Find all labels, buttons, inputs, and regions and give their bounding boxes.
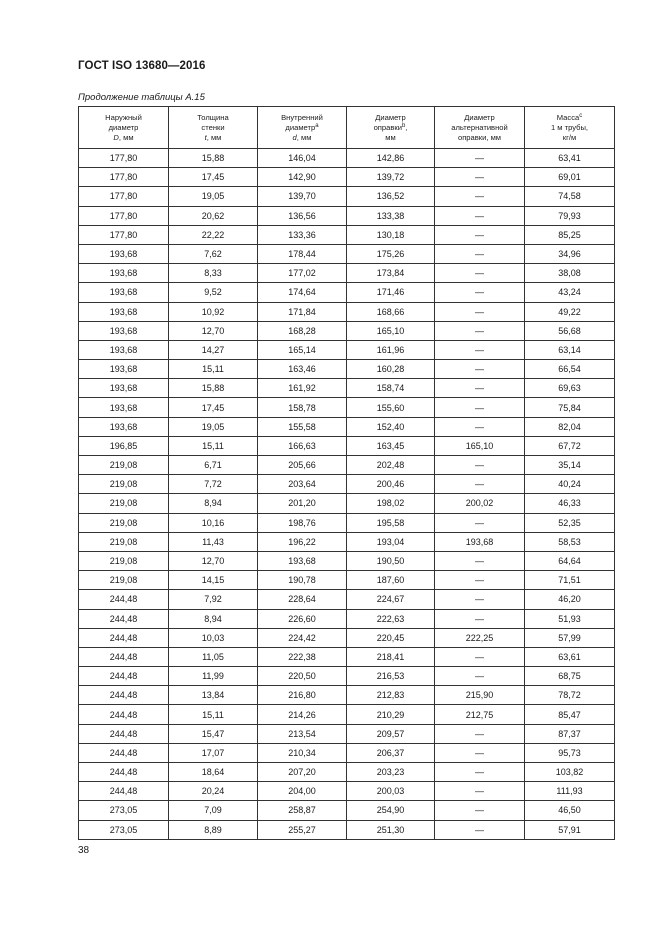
outer-diameter-cell: 244,48	[79, 590, 169, 609]
table-row	[79, 590, 615, 609]
alt-drift-diameter-cell: —	[435, 379, 525, 398]
table-row	[79, 743, 615, 762]
mass-cell: 63,61	[525, 647, 615, 666]
outer-diameter-cell: 193,68	[79, 244, 169, 263]
table-row	[79, 686, 615, 705]
outer-diameter-cell: 244,48	[79, 782, 169, 801]
table-row	[79, 225, 615, 244]
wall-thickness-cell: 6,71	[169, 456, 258, 475]
outer-diameter-cell: 219,08	[79, 494, 169, 513]
alt-drift-diameter-cell: —	[435, 513, 525, 532]
table-row	[79, 801, 615, 820]
drift-diameter-cell: 152,40	[347, 417, 435, 436]
table-row	[79, 168, 615, 187]
mass-cell: 63,41	[525, 149, 615, 168]
mass-cell: 64,64	[525, 551, 615, 570]
wall-thickness-cell: 18,64	[169, 763, 258, 782]
table-header-row	[79, 107, 615, 149]
outer-diameter-cell: 177,80	[79, 168, 169, 187]
inner-diameter-cell: 196,22	[258, 532, 347, 551]
outer-diameter-cell: 193,68	[79, 360, 169, 379]
drift-diameter-cell: 171,46	[347, 283, 435, 302]
table-row	[79, 302, 615, 321]
drift-diameter-cell: 165,10	[347, 321, 435, 340]
mass-cell: 67,72	[525, 436, 615, 455]
mass-cell: 40,24	[525, 475, 615, 494]
wall-thickness-cell: 11,99	[169, 667, 258, 686]
inner-diameter-cell: 136,56	[258, 206, 347, 225]
mass-cell: 46,33	[525, 494, 615, 513]
alt-drift-diameter-cell: —	[435, 609, 525, 628]
drift-diameter-cell: 203,23	[347, 763, 435, 782]
drift-diameter-cell: 202,48	[347, 456, 435, 475]
alt-drift-diameter-cell: —	[435, 302, 525, 321]
drift-diameter-cell: 218,41	[347, 647, 435, 666]
wall-thickness-cell: 17,07	[169, 743, 258, 762]
header-alt-drift-diameter: Диаметр альтернативной оправки, мм	[435, 107, 525, 149]
table-row	[79, 379, 615, 398]
drift-diameter-cell: 195,58	[347, 513, 435, 532]
inner-diameter-cell: 214,26	[258, 705, 347, 724]
wall-thickness-cell: 14,27	[169, 340, 258, 359]
wall-thickness-cell: 15,47	[169, 724, 258, 743]
wall-thickness-cell: 12,70	[169, 321, 258, 340]
outer-diameter-cell: 177,80	[79, 149, 169, 168]
outer-diameter-cell: 244,48	[79, 667, 169, 686]
alt-drift-diameter-cell: —	[435, 264, 525, 283]
mass-cell: 69,01	[525, 168, 615, 187]
alt-drift-diameter-cell: 200,02	[435, 494, 525, 513]
inner-diameter-cell: 213,54	[258, 724, 347, 743]
mass-cell: 43,24	[525, 283, 615, 302]
mass-cell: 79,93	[525, 206, 615, 225]
table-row	[79, 398, 615, 417]
table-row	[79, 647, 615, 666]
mass-cell: 38,08	[525, 264, 615, 283]
wall-thickness-cell: 13,84	[169, 686, 258, 705]
drift-diameter-cell: 175,26	[347, 244, 435, 263]
table-body	[79, 149, 615, 840]
inner-diameter-cell: 204,00	[258, 782, 347, 801]
mass-cell: 35,14	[525, 456, 615, 475]
table-row	[79, 513, 615, 532]
drift-diameter-cell: 206,37	[347, 743, 435, 762]
table-row	[79, 360, 615, 379]
drift-diameter-cell: 173,84	[347, 264, 435, 283]
mass-cell: 46,50	[525, 801, 615, 820]
inner-diameter-cell: 142,90	[258, 168, 347, 187]
outer-diameter-cell: 244,48	[79, 743, 169, 762]
outer-diameter-cell: 193,68	[79, 302, 169, 321]
alt-drift-diameter-cell: 222,25	[435, 628, 525, 647]
alt-drift-diameter-cell: —	[435, 187, 525, 206]
outer-diameter-cell: 244,48	[79, 609, 169, 628]
mass-cell: 82,04	[525, 417, 615, 436]
wall-thickness-cell: 10,03	[169, 628, 258, 647]
mass-cell: 57,99	[525, 628, 615, 647]
drift-diameter-cell: 198,02	[347, 494, 435, 513]
outer-diameter-cell: 177,80	[79, 187, 169, 206]
inner-diameter-cell: 190,78	[258, 571, 347, 590]
mass-cell: 46,20	[525, 590, 615, 609]
outer-diameter-cell: 193,68	[79, 321, 169, 340]
outer-diameter-cell: 193,68	[79, 379, 169, 398]
outer-diameter-cell: 177,80	[79, 225, 169, 244]
table-caption: Продолжение таблицы А.15	[78, 92, 205, 103]
mass-cell: 68,75	[525, 667, 615, 686]
alt-drift-diameter-cell: —	[435, 206, 525, 225]
wall-thickness-cell: 19,05	[169, 187, 258, 206]
drift-diameter-cell: 139,72	[347, 168, 435, 187]
inner-diameter-cell: 216,80	[258, 686, 347, 705]
alt-drift-diameter-cell: —	[435, 225, 525, 244]
inner-diameter-cell: 222,38	[258, 647, 347, 666]
wall-thickness-cell: 7,62	[169, 244, 258, 263]
alt-drift-diameter-cell: 215,90	[435, 686, 525, 705]
inner-diameter-cell: 161,92	[258, 379, 347, 398]
table-row	[79, 436, 615, 455]
mass-cell: 103,82	[525, 763, 615, 782]
outer-diameter-cell: 219,08	[79, 532, 169, 551]
inner-diameter-cell: 177,02	[258, 264, 347, 283]
outer-diameter-cell: 219,08	[79, 513, 169, 532]
drift-diameter-cell: 168,66	[347, 302, 435, 321]
mass-cell: 74,58	[525, 187, 615, 206]
inner-diameter-cell: 171,84	[258, 302, 347, 321]
table-row	[79, 187, 615, 206]
outer-diameter-cell: 193,68	[79, 398, 169, 417]
drift-diameter-cell: 210,29	[347, 705, 435, 724]
mass-cell: 95,73	[525, 743, 615, 762]
alt-drift-diameter-cell: —	[435, 590, 525, 609]
wall-thickness-cell: 20,24	[169, 782, 258, 801]
inner-diameter-cell: 174,64	[258, 283, 347, 302]
wall-thickness-cell: 17,45	[169, 398, 258, 417]
inner-diameter-cell: 207,20	[258, 763, 347, 782]
header-drift-diameter: Диаметр оправки$^b$, мм	[347, 107, 435, 149]
alt-drift-diameter-cell: 193,68	[435, 532, 525, 551]
alt-drift-diameter-cell: —	[435, 743, 525, 762]
wall-thickness-cell: 20,62	[169, 206, 258, 225]
mass-cell: 52,35	[525, 513, 615, 532]
table-row	[79, 321, 615, 340]
wall-thickness-cell: 15,11	[169, 705, 258, 724]
outer-diameter-cell: 177,80	[79, 206, 169, 225]
header-mass: Масса$^c$ 1 м трубы, кг/м	[525, 107, 615, 149]
alt-drift-diameter-cell: —	[435, 475, 525, 494]
wall-thickness-cell: 7,72	[169, 475, 258, 494]
inner-diameter-cell: 168,28	[258, 321, 347, 340]
table-row	[79, 609, 615, 628]
table-row	[79, 475, 615, 494]
drift-diameter-cell: 161,96	[347, 340, 435, 359]
table-row	[79, 244, 615, 263]
inner-diameter-cell: 228,64	[258, 590, 347, 609]
inner-diameter-cell: 210,34	[258, 743, 347, 762]
drift-diameter-cell: 220,45	[347, 628, 435, 647]
wall-thickness-cell: 8,94	[169, 609, 258, 628]
wall-thickness-cell: 8,89	[169, 820, 258, 839]
alt-drift-diameter-cell: —	[435, 782, 525, 801]
alt-drift-diameter-cell: —	[435, 667, 525, 686]
alt-drift-diameter-cell: —	[435, 244, 525, 263]
inner-diameter-cell: 203,64	[258, 475, 347, 494]
outer-diameter-cell: 244,48	[79, 724, 169, 743]
inner-diameter-cell: 226,60	[258, 609, 347, 628]
mass-cell: 78,72	[525, 686, 615, 705]
alt-drift-diameter-cell: —	[435, 149, 525, 168]
drift-diameter-cell: 216,53	[347, 667, 435, 686]
drift-diameter-cell: 222,63	[347, 609, 435, 628]
drift-diameter-cell: 251,30	[347, 820, 435, 839]
table-row	[79, 494, 615, 513]
mass-cell: 66,54	[525, 360, 615, 379]
table-row	[79, 417, 615, 436]
table-row	[79, 283, 615, 302]
drift-diameter-cell: 200,03	[347, 782, 435, 801]
alt-drift-diameter-cell: —	[435, 283, 525, 302]
alt-drift-diameter-cell: —	[435, 724, 525, 743]
page-number: 38	[78, 845, 90, 856]
wall-thickness-cell: 10,16	[169, 513, 258, 532]
alt-drift-diameter-cell: —	[435, 360, 525, 379]
mass-cell: 111,93	[525, 782, 615, 801]
inner-diameter-cell: 198,76	[258, 513, 347, 532]
inner-diameter-cell: 258,87	[258, 801, 347, 820]
drift-diameter-cell: 187,60	[347, 571, 435, 590]
drift-diameter-cell: 224,67	[347, 590, 435, 609]
mass-cell: 71,51	[525, 571, 615, 590]
inner-diameter-cell: 155,58	[258, 417, 347, 436]
outer-diameter-cell: 219,08	[79, 571, 169, 590]
inner-diameter-cell: 133,36	[258, 225, 347, 244]
inner-diameter-cell: 220,50	[258, 667, 347, 686]
alt-drift-diameter-cell: 212,75	[435, 705, 525, 724]
alt-drift-diameter-cell: —	[435, 340, 525, 359]
alt-drift-diameter-cell: —	[435, 551, 525, 570]
mass-cell: 58,53	[525, 532, 615, 551]
outer-diameter-cell: 219,08	[79, 551, 169, 570]
mass-cell: 63,14	[525, 340, 615, 359]
outer-diameter-cell: 244,48	[79, 686, 169, 705]
drift-diameter-cell: 130,18	[347, 225, 435, 244]
table-row	[79, 782, 615, 801]
outer-diameter-cell: 244,48	[79, 647, 169, 666]
alt-drift-diameter-cell: —	[435, 820, 525, 839]
outer-diameter-cell: 219,08	[79, 475, 169, 494]
mass-cell: 69,63	[525, 379, 615, 398]
drift-diameter-cell: 193,04	[347, 532, 435, 551]
table-row	[79, 820, 615, 839]
alt-drift-diameter-cell: —	[435, 456, 525, 475]
table-row	[79, 206, 615, 225]
mass-cell: 85,47	[525, 705, 615, 724]
alt-drift-diameter-cell: 165,10	[435, 436, 525, 455]
table-row	[79, 149, 615, 168]
wall-thickness-cell: 14,15	[169, 571, 258, 590]
alt-drift-diameter-cell: —	[435, 763, 525, 782]
header-outer-diameter: Наружный диаметр D, мм	[79, 107, 169, 149]
drift-diameter-cell: 212,83	[347, 686, 435, 705]
alt-drift-diameter-cell: —	[435, 398, 525, 417]
alt-drift-diameter-cell: —	[435, 571, 525, 590]
table-row	[79, 763, 615, 782]
wall-thickness-cell: 11,43	[169, 532, 258, 551]
outer-diameter-cell: 193,68	[79, 283, 169, 302]
drift-diameter-cell: 200,46	[347, 475, 435, 494]
inner-diameter-cell: 205,66	[258, 456, 347, 475]
wall-thickness-cell: 19,05	[169, 417, 258, 436]
wall-thickness-cell: 12,70	[169, 551, 258, 570]
table-row	[79, 628, 615, 647]
inner-diameter-cell: 165,14	[258, 340, 347, 359]
table-row	[79, 340, 615, 359]
mass-cell: 56,68	[525, 321, 615, 340]
outer-diameter-cell: 196,85	[79, 436, 169, 455]
alt-drift-diameter-cell: —	[435, 417, 525, 436]
drift-diameter-cell: 158,74	[347, 379, 435, 398]
inner-diameter-cell: 146,04	[258, 149, 347, 168]
mass-cell: 34,96	[525, 244, 615, 263]
wall-thickness-cell: 7,09	[169, 801, 258, 820]
inner-diameter-cell: 201,20	[258, 494, 347, 513]
header-inner-diameter: Внутренний диаметр$^a$ d, мм	[258, 107, 347, 149]
table-row	[79, 456, 615, 475]
inner-diameter-cell: 255,27	[258, 820, 347, 839]
alt-drift-diameter-cell: —	[435, 647, 525, 666]
outer-diameter-cell: 193,68	[79, 417, 169, 436]
wall-thickness-cell: 15,88	[169, 149, 258, 168]
mass-cell: 57,91	[525, 820, 615, 839]
mass-cell: 85,25	[525, 225, 615, 244]
wall-thickness-cell: 10,92	[169, 302, 258, 321]
table-row	[79, 551, 615, 570]
table-row	[79, 667, 615, 686]
drift-diameter-cell: 254,90	[347, 801, 435, 820]
wall-thickness-cell: 15,11	[169, 436, 258, 455]
inner-diameter-cell: 193,68	[258, 551, 347, 570]
outer-diameter-cell: 193,68	[79, 264, 169, 283]
table-row	[79, 705, 615, 724]
wall-thickness-cell: 9,52	[169, 283, 258, 302]
header-wall-thickness: Толщина стенки t, мм	[169, 107, 258, 149]
outer-diameter-cell: 273,05	[79, 801, 169, 820]
inner-diameter-cell: 158,78	[258, 398, 347, 417]
mass-cell: 49,22	[525, 302, 615, 321]
pipe-dimensions-table	[78, 106, 615, 840]
inner-diameter-cell: 178,44	[258, 244, 347, 263]
outer-diameter-cell: 244,48	[79, 763, 169, 782]
drift-diameter-cell: 209,57	[347, 724, 435, 743]
outer-diameter-cell: 219,08	[79, 456, 169, 475]
wall-thickness-cell: 11,05	[169, 647, 258, 666]
inner-diameter-cell: 163,46	[258, 360, 347, 379]
alt-drift-diameter-cell: —	[435, 801, 525, 820]
wall-thickness-cell: 8,33	[169, 264, 258, 283]
inner-diameter-cell: 139,70	[258, 187, 347, 206]
inner-diameter-cell: 166,63	[258, 436, 347, 455]
wall-thickness-cell: 15,88	[169, 379, 258, 398]
wall-thickness-cell: 7,92	[169, 590, 258, 609]
wall-thickness-cell: 22,22	[169, 225, 258, 244]
mass-cell: 51,93	[525, 609, 615, 628]
outer-diameter-cell: 244,48	[79, 628, 169, 647]
table-row	[79, 264, 615, 283]
table-row	[79, 724, 615, 743]
drift-diameter-cell: 155,60	[347, 398, 435, 417]
drift-diameter-cell: 160,28	[347, 360, 435, 379]
wall-thickness-cell: 8,94	[169, 494, 258, 513]
alt-drift-diameter-cell: —	[435, 321, 525, 340]
table-row	[79, 532, 615, 551]
drift-diameter-cell: 142,86	[347, 149, 435, 168]
wall-thickness-cell: 17,45	[169, 168, 258, 187]
mass-cell: 75,84	[525, 398, 615, 417]
outer-diameter-cell: 273,05	[79, 820, 169, 839]
mass-cell: 87,37	[525, 724, 615, 743]
wall-thickness-cell: 15,11	[169, 360, 258, 379]
drift-diameter-cell: 190,50	[347, 551, 435, 570]
drift-diameter-cell: 163,45	[347, 436, 435, 455]
outer-diameter-cell: 193,68	[79, 340, 169, 359]
document-title: ГОСТ ISO 13680—2016	[78, 60, 206, 72]
outer-diameter-cell: 244,48	[79, 705, 169, 724]
inner-diameter-cell: 224,42	[258, 628, 347, 647]
drift-diameter-cell: 136,52	[347, 187, 435, 206]
alt-drift-diameter-cell: —	[435, 168, 525, 187]
table-row	[79, 571, 615, 590]
drift-diameter-cell: 133,38	[347, 206, 435, 225]
